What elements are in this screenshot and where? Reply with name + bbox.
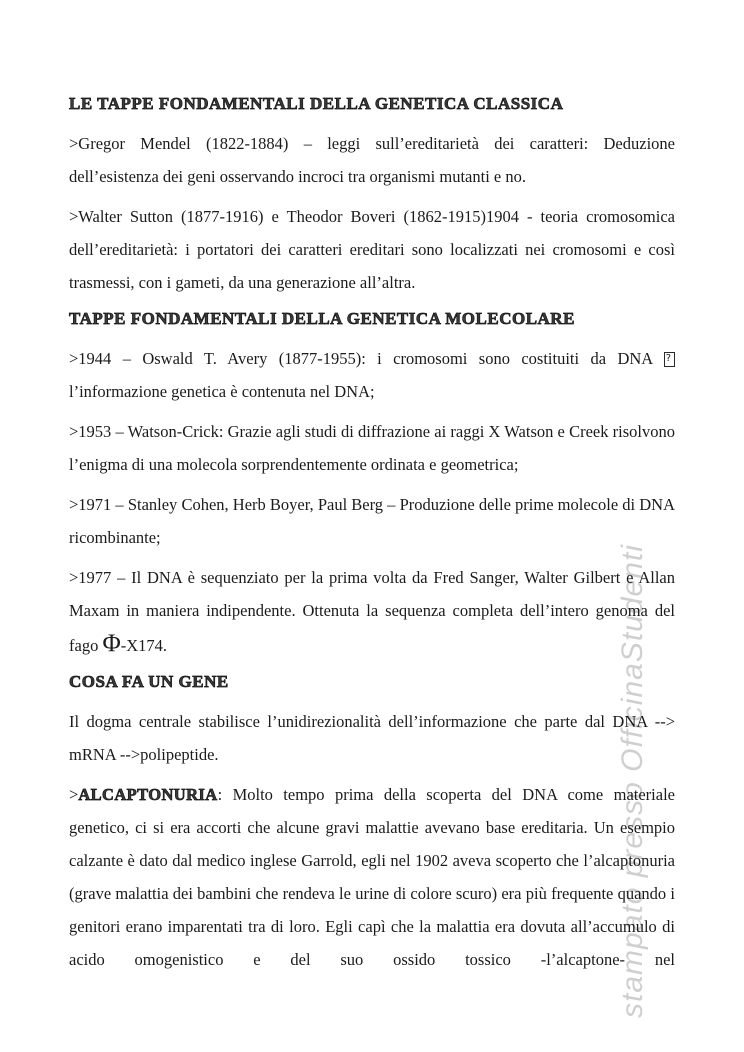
section-heading <box>69 669 675 695</box>
phi-segment: Φ <box>102 630 121 657</box>
outline-bold-segment: ALCAPTONURIA <box>78 785 218 804</box>
text-segment: >1977 – Il DNA è sequenziato per la prima volta da Fred Sanger, Walter Gilbert e Allan Maxam in maniera indipendente. Ottenuta la sequenza completa dell’intero genoma del fago <box>69 568 675 655</box>
text-segment: >1944 – Oswald T. Avery (1877-1955): i cromosomi sono costituiti da DNA <box>69 349 664 368</box>
text-segment: l’informazione genetica è contenuta nel DNA; <box>69 382 375 401</box>
paragraph <box>69 415 675 481</box>
paragraph <box>69 342 675 408</box>
section-heading <box>69 306 675 332</box>
page-content <box>69 63 675 983</box>
paragraph <box>69 778 675 976</box>
paragraph <box>69 127 675 193</box>
text-segment: >1953 – Watson-Crick: Grazie agli studi di diffrazione ai raggi X Watson e Creek risolvono l’enigma di una molecola sorprendentemente ordinata e geometrica; <box>69 422 675 474</box>
text-segment: -X174. <box>120 636 168 655</box>
paragraph <box>69 705 675 771</box>
text-segment: LE TAPPE FONDAMENTALI DELLA GENETICA CLASSICA <box>69 94 564 113</box>
text-segment: Il dogma centrale stabilisce l’unidirezionalità dell’informazione che parte dal DNA --> mRNA -->polipeptide. <box>69 712 675 764</box>
text-segment: >Gregor Mendel (1822-1884) – leggi sull’ereditarietà dei caratteri: Deduzione dell’esistenza dei geni osservando incroci tra organismi mutanti e no. <box>69 134 675 186</box>
text-segment: COSA FA UN GENE <box>69 672 229 691</box>
paragraph <box>69 488 675 554</box>
paragraph <box>69 200 675 299</box>
watermark: stampato presso OfficinaStudenti <box>616 544 649 1018</box>
text-segment: TAPPE FONDAMENTALI DELLA GENETICA MOLECOLARE <box>69 309 575 328</box>
paragraph <box>69 561 675 662</box>
text-segment: > <box>69 785 79 804</box>
text-segment: : Molto tempo prima della scoperta del DNA come materiale genetico, ci si era accorti che alcune gravi malattie avevano base ereditaria. Un esempio calzante è dato dal medico inglese Garrold, egli nel 1902 aveva scoperto che l’alcaptonuria (grave malattia dei bambini che rendeva le urine di colore scuro) era più frequente quando i genitori erano imparentati tra di loro. Egli capì che la malattia era dovuta all’accumulo di acido omogenistico e del suo ossido tossico -l’alcaptone- nel <box>69 785 675 969</box>
section-heading <box>69 91 675 117</box>
text-segment: >Walter Sutton (1877-1916) e Theodor Boveri (1862-1915)1904 - teoria cromosomica dell’ereditarietà: i portatori dei caratteri ereditari sono localizzati nei cromosomi e così trasmessi, con i gameti, da una generazione all’altra. <box>69 207 675 292</box>
text-segment: >1971 – Stanley Cohen, Herb Boyer, Paul Berg – Produzione delle prime molecole di DNA ricombinante; <box>69 495 675 547</box>
tofu-segment: ? <box>664 352 675 367</box>
